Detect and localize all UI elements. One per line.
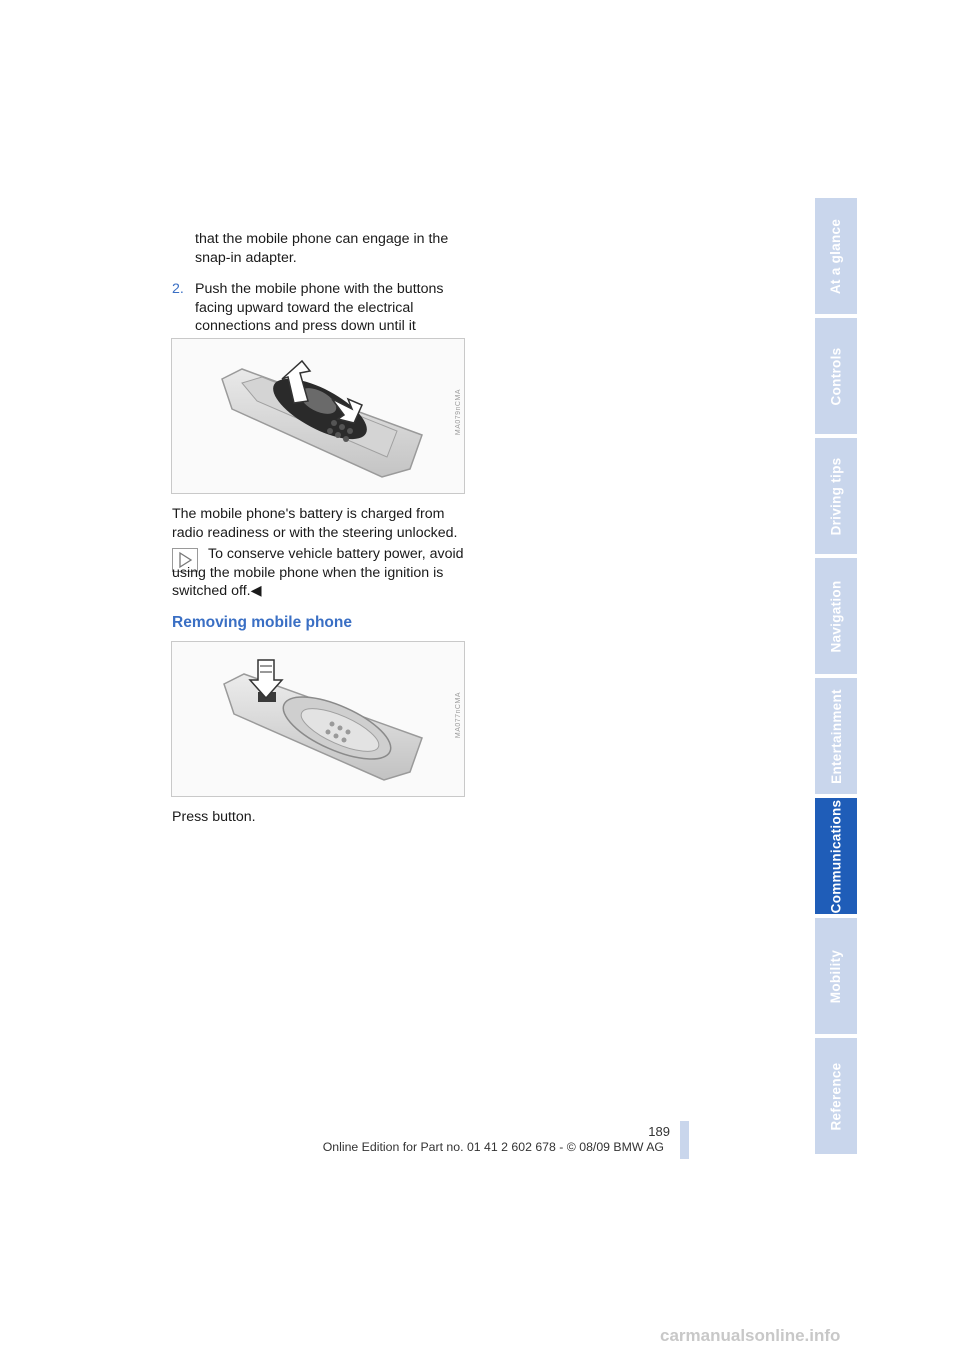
tab-communications[interactable]: [815, 798, 857, 916]
tab-label: Mobility: [828, 949, 844, 1003]
edition-text: Online Edition for Part no. 01 41 2 602 678 - © 08/09 BMW AG: [322, 1140, 664, 1154]
figure-remove-phone: [171, 641, 465, 797]
battery-text: The mobile phone's battery is charged from radio readiness or with the steering unlocked.: [172, 506, 458, 541]
tab-controls[interactable]: [815, 318, 857, 436]
tab-label: Controls: [828, 347, 844, 405]
note-paragraph: [172, 545, 472, 601]
tab-label: Driving tips: [828, 457, 844, 535]
tab-at-a-glance[interactable]: [815, 198, 857, 316]
watermark[interactable]: carmanualsonline.info: [660, 1326, 841, 1345]
tab-mobility[interactable]: [815, 918, 857, 1036]
tab-reference[interactable]: [815, 1038, 857, 1156]
tab-label: Entertainment: [828, 688, 844, 784]
insert-phone-illustration: [172, 339, 464, 493]
step-2-text: Push the mobile phone with the buttons facing upward toward the electrical connections and press down until it: [195, 281, 444, 334]
note-end-icon: ◀: [250, 583, 262, 599]
remove-phone-illustration: [172, 642, 464, 796]
press-button-text: Press button.: [172, 809, 256, 825]
tab-entertainment[interactable]: [815, 678, 857, 796]
tab-driving-tips[interactable]: [815, 438, 857, 556]
tab-label: Reference: [828, 1062, 844, 1130]
note-text: To conserve vehicle battery power, avoid using the mobile phone when the ignition is switched off.: [172, 546, 464, 599]
section-heading: Removing mobile phone: [172, 614, 352, 631]
tab-navigation[interactable]: [815, 558, 857, 676]
tab-label: At a glance: [828, 218, 844, 294]
footer-bar: [680, 1121, 689, 1159]
figure-code: MA077nCMA: [455, 692, 462, 739]
page-number: 189: [648, 1124, 670, 1139]
step1-continuation: that the mobile phone can engage in the snap-in adapter.: [195, 231, 449, 266]
tab-label: Communications: [828, 799, 844, 913]
step-2-number: 2.: [172, 281, 184, 297]
figure-code: MA079nCMA: [455, 389, 462, 436]
figure-insert-phone: [171, 338, 465, 494]
tab-label: Navigation: [828, 579, 844, 653]
step-2: [172, 280, 472, 334]
